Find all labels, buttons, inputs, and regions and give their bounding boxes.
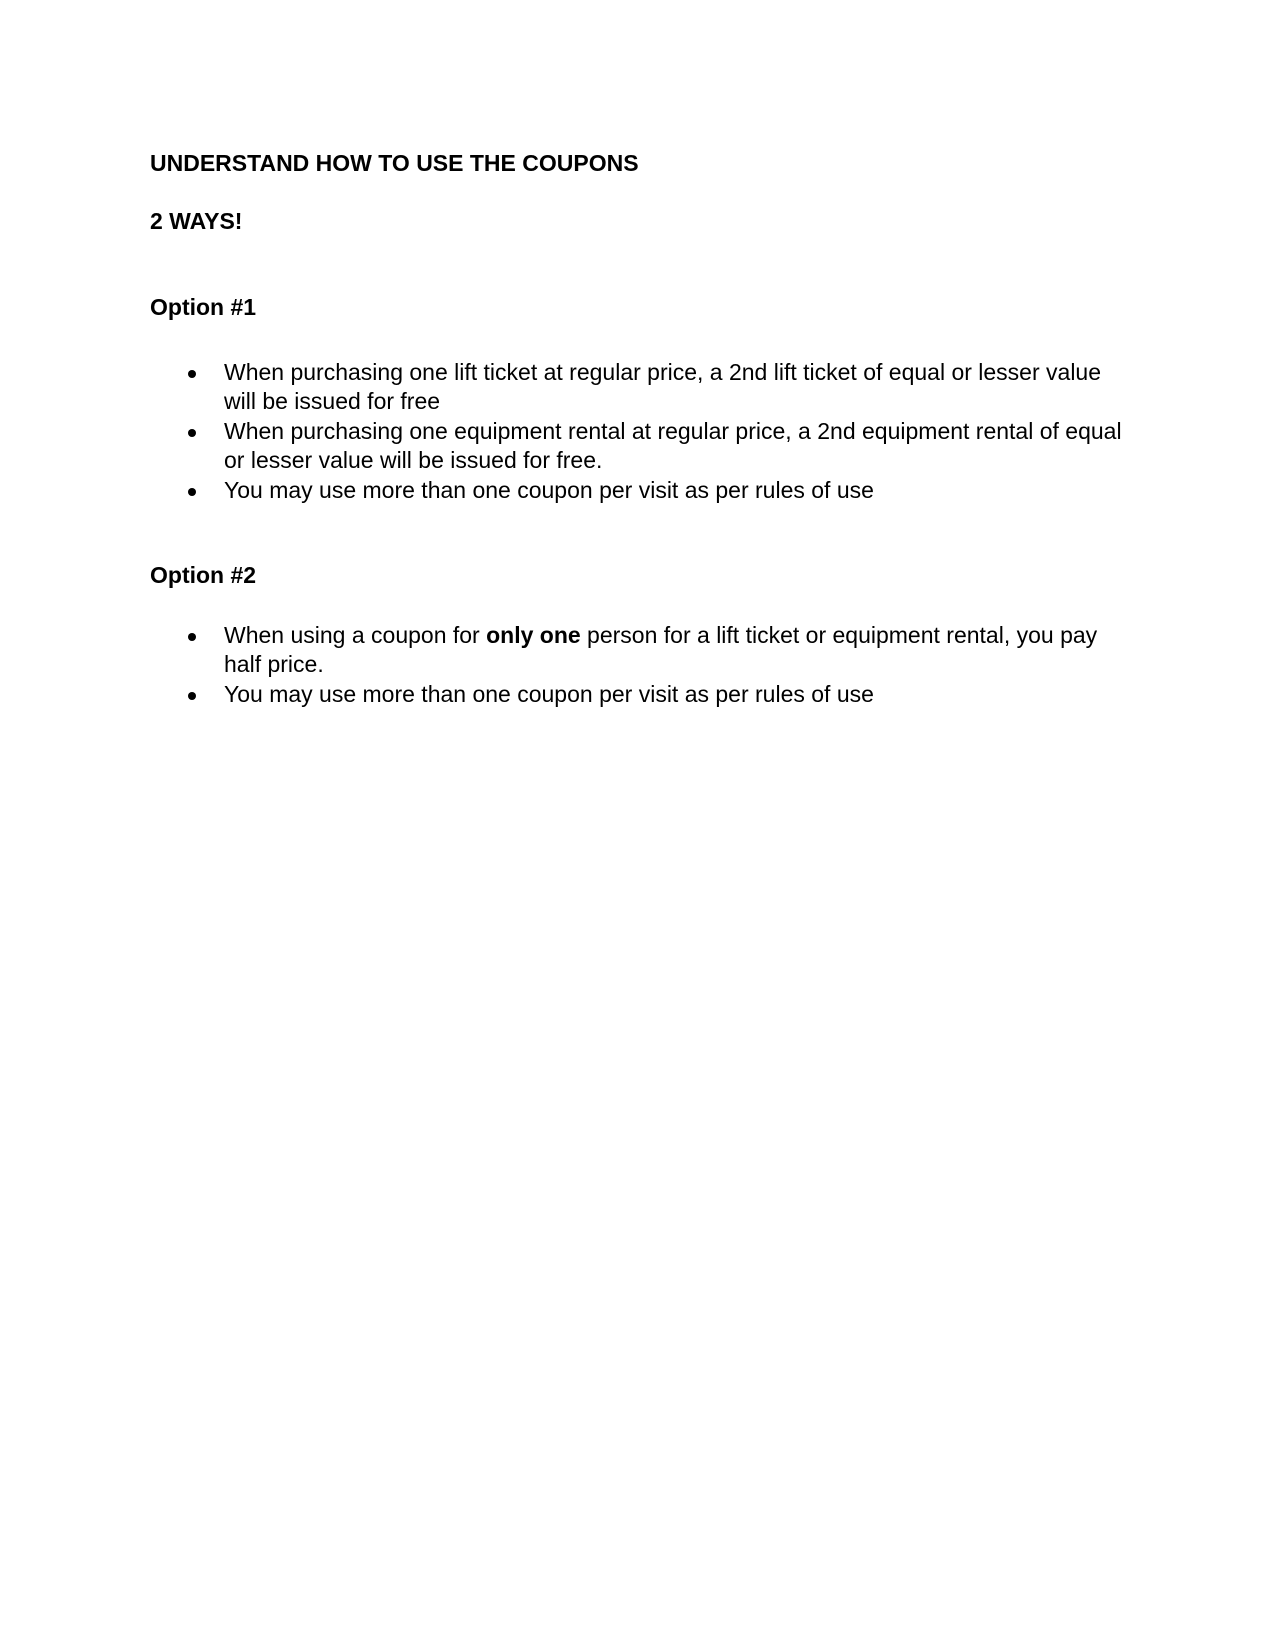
option-1-list <box>0 358 1124 506</box>
option-1-heading: Option #1 <box>150 294 257 320</box>
list-item-text: When purchasing one lift ticket at regular price, a 2nd lift ticket of equal or lesser value will be issued for free <box>224 359 1102 414</box>
bullet-icon <box>188 370 196 378</box>
list-item-text: When using a coupon for <box>224 622 487 648</box>
emphasis-text: only one <box>486 622 581 648</box>
list-item-text: person for a lift ticket or equipment rental, you pay half price. <box>224 622 1098 677</box>
list-item <box>0 358 1124 416</box>
bullet-icon <box>188 692 196 700</box>
bullet-icon <box>188 633 196 641</box>
list-item-text: When purchasing one equipment rental at regular price, a 2nd equipment rental of equal or lesser value will be issued for free. <box>224 418 1122 473</box>
list-item <box>0 417 1124 475</box>
page-title: UNDERSTAND HOW TO USE THE COUPONS <box>150 150 639 176</box>
list-item-text: You may use more than one coupon per visit as per rules of use <box>224 681 874 707</box>
bullet-icon <box>188 488 196 496</box>
option-2-list <box>0 621 1124 710</box>
list-item <box>0 621 1124 679</box>
list-item-text: You may use more than one coupon per visit as per rules of use <box>224 477 874 503</box>
option-2-heading: Option #2 <box>150 562 257 588</box>
list-item <box>0 476 1124 505</box>
bullet-icon <box>188 429 196 437</box>
page-subtitle: 2 WAYS! <box>150 208 243 234</box>
list-item <box>0 680 1124 709</box>
